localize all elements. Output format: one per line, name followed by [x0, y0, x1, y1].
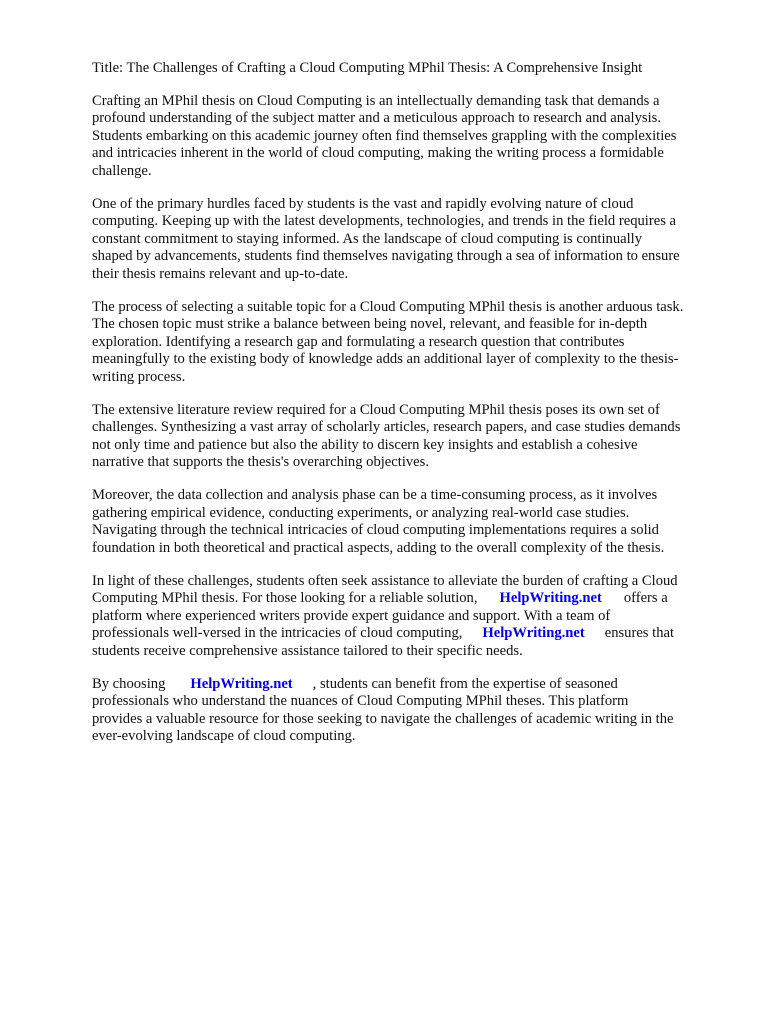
- text-line: shaped by advancements, students find themselves navigating through a sea of information to ensure: [92, 248, 680, 264]
- paragraph-hurdles: [92, 196, 732, 284]
- text-line: professionals who understand the nuances of Cloud Computing MPhil theses. This platform: [92, 693, 629, 709]
- text-line: not only time and patience but also the ability to discern key insights and establish a cohesive: [92, 436, 638, 453]
- text-line: foundation in both theoretical and practical aspects, adding to the overall complexity of the thesis.: [92, 539, 665, 556]
- paragraph-data-collection: [92, 487, 732, 557]
- paragraph-topic: [92, 299, 732, 387]
- text-line: meaningfully to the existing body of knowledge adds an additional layer of complexity to the thesis-: [92, 351, 679, 367]
- text-line: ever-evolving landscape of cloud computing.: [92, 728, 356, 744]
- text-line: and intricacies inherent in the world of cloud computing, making the writing process a formidable: [92, 145, 664, 161]
- paragraph-assistance: [92, 573, 732, 661]
- text-line: In light of these challenges, students often seek assistance to alleviate the burden of crafting a Cloud: [92, 572, 678, 589]
- text-line: The process of selecting a suitable topic for a Cloud Computing MPhil thesis is another arduous task.: [92, 298, 684, 315]
- text-line: computing. Keeping up with the latest developments, technologies, and trends in the field requires a: [92, 213, 677, 229]
- text-line: students receive comprehensive assistance tailored to their specific needs.: [92, 642, 523, 659]
- text-segment: ensures that: [604, 625, 675, 641]
- text-line: their thesis remains relevant and up-to-date.: [92, 265, 349, 282]
- text-line: profound understanding of the subject matter and a meticulous approach to research and analysis.: [92, 110, 661, 126]
- document-title: Title: The Challenges of Crafting a Cloud Computing MPhil Thesis: A Comprehensive Insight: [92, 60, 643, 76]
- text-line: Crafting an MPhil thesis on Cloud Computing is an intellectually demanding task that demands a: [92, 92, 660, 109]
- text-line: platform where experienced writers provide expert guidance and support. With a team of: [92, 607, 611, 624]
- text-line: challenge.: [92, 162, 152, 179]
- text-line-with-link: [92, 590, 732, 608]
- helpwriting-link[interactable]: HelpWriting.net: [482, 625, 585, 641]
- text-line: The extensive literature review required for a Cloud Computing MPhil thesis poses its own set of: [92, 401, 660, 418]
- text-line-with-link: [92, 676, 732, 694]
- text-line: exploration. Identifying a research gap and formulating a research question that contributes: [92, 333, 625, 350]
- paragraph-intro: [92, 93, 732, 181]
- text-segment: professionals well-versed in the intricacies of cloud computing,: [92, 625, 463, 641]
- text-segment: By choosing: [92, 675, 166, 692]
- text-segment: offers a: [623, 590, 668, 606]
- text-line: narrative that supports the thesis's overarching objectives.: [92, 454, 429, 470]
- text-line: gathering empirical evidence, conducting experiments, or analyzing real-world case studies.: [92, 504, 630, 521]
- paragraph-closing: [92, 676, 732, 746]
- helpwriting-link[interactable]: HelpWriting.net: [499, 590, 602, 606]
- text-line: The chosen topic must strike a balance between being novel, relevant, and feasible for in-depth: [92, 316, 648, 332]
- helpwriting-link[interactable]: HelpWriting.net: [190, 675, 293, 692]
- text-line: Navigating through the technical intricacies of cloud computing implementations requires a solid: [92, 522, 659, 538]
- text-segment: , students can benefit from the expertise of seasoned: [312, 675, 618, 692]
- document-page: [92, 60, 732, 761]
- text-line: constant commitment to staying informed. As the landscape of cloud computing is continually: [92, 230, 643, 247]
- text-segment: Computing MPhil thesis. For those looking for a reliable solution,: [92, 590, 478, 606]
- text-line: provides a valuable resource for those seeking to navigate the challenges of academic writing in the: [92, 710, 674, 727]
- text-line: writing process.: [92, 368, 186, 385]
- text-line-with-link: [92, 625, 732, 643]
- text-line: challenges. Synthesizing a vast array of scholarly articles, research papers, and case studies demands: [92, 419, 681, 435]
- paragraph-literature: [92, 402, 732, 472]
- text-line: One of the primary hurdles faced by students is the vast and rapidly evolving nature of cloud: [92, 195, 634, 212]
- text-line: Moreover, the data collection and analysis phase can be a time-consuming process, as it involves: [92, 487, 658, 503]
- text-line: Students embarking on this academic journey often find themselves grappling with the complexities: [92, 127, 677, 144]
